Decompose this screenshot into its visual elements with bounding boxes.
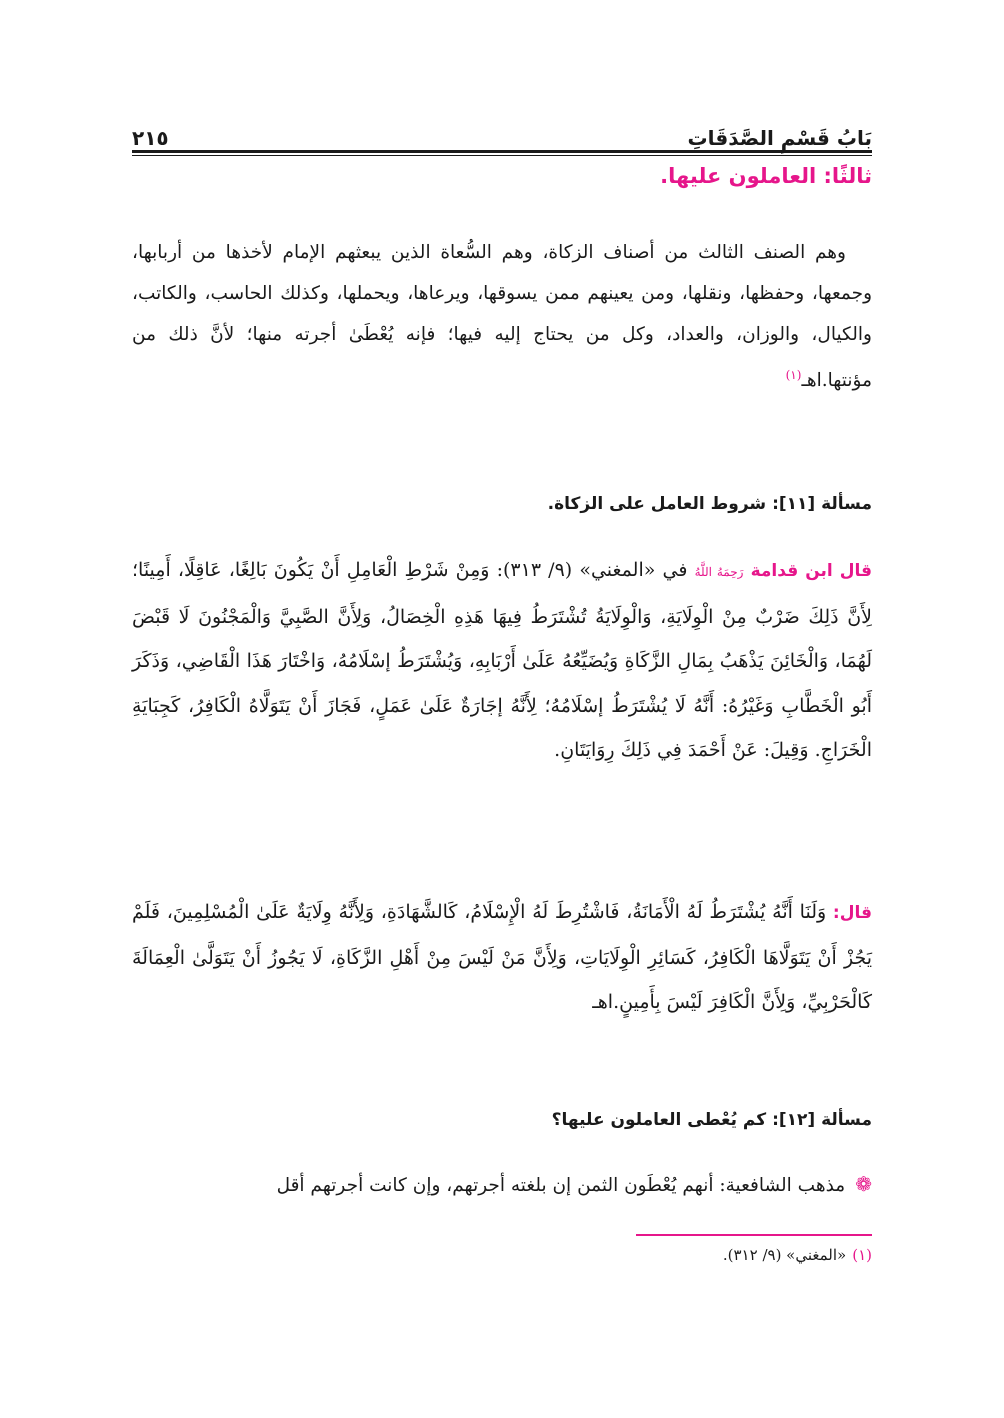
footnote-number: (١) xyxy=(852,1246,872,1264)
section-heading: ثالثًا: العاملون عليها. xyxy=(660,164,872,188)
masala-12-heading xyxy=(132,1110,872,1130)
page-number: ٢١٥ xyxy=(132,126,169,150)
masala-11-label: مسألة [١١]: xyxy=(772,494,872,514)
page-header xyxy=(132,114,872,154)
paragraph-3-text: وَلَنَا أَنَّهُ يُشْتَرَطُ لَهُ الْأَمَانَةُ، فَاشْتُرِطَ لَهُ الْإِسْلَامُ، كَالشَّهَادَةِ، وَلِأَنَّهُ وِلَايَةٌ عَلَىٰ الْمُسْلِمِينَ، فَلَمْ يَجُزْ أَنْ يَتَوَلَّاهَا الْكَافِرُ، كَسَائِرِ الْوِلَايَاتِ، وَلِأَنَّ مَنْ لَيْسَ مِنْ أَهْلِ الزَّكَاةِ، لَا يَجُوزُ أَنْ يَتَوَلَّىٰ الْعِمَالَةَ كَالْحَرْبِيِّ، وَلِأَنَّ الْكَافِرَ لَيْسَ بِأَمِينٍ.اهـ xyxy=(132,901,872,1013)
paragraph-4 xyxy=(132,1164,872,1206)
paragraph-3 xyxy=(132,890,872,1025)
paragraph-1 xyxy=(132,232,872,401)
header-rule xyxy=(132,150,872,156)
footnote-text: «المغني» (٩/ ٣١٢). xyxy=(722,1246,847,1264)
footnote xyxy=(723,1246,872,1264)
chapter-title: بَابُ قَسْمِ الصَّدَقَاتِ xyxy=(687,126,872,150)
paragraph-4-text: مذهب الشافعية: أنهم يُعْطَون الثمن إن بلغته أجرتهم، وإن كانت أجرتهم أقل xyxy=(276,1175,846,1196)
paragraph-2-text: في «المغني» (٩/ ٣١٣): وَمِنْ شَرْطِ الْعَامِلِ أَنْ يَكُونَ بَالِغًا، عَاقِلًا، أَمِينًا؛ لِأَنَّ ذَلِكَ ضَرْبٌ مِنْ الْوِلَايَةِ، وَالْوِلَايَةُ تُشْتَرَطُ فِيهَا هَذِهِ الْخِصَالُ، وَلِأَنَّ الصَّبِيَّ وَالْمَجْنُونَ لَا قَبْضَ لَهُمَا، وَالْخَائِنَ يَذْهَبُ بِمَالِ الزَّكَاةِ وَيُضَيِّعُهُ عَلَىٰ أَرْبَابِهِ، وَيُشْتَرَطُ إسْلَامُهُ، وَاخْتَارَ هَذَا الْقَاضِي، وَذَكَرَ أَبُو الْخَطَّابِ وَغَيْرُهُ: أَنَّهُ لَا يُشْتَرَطُ إسْلَامُهُ؛ لِأَنَّهُ إجَارَةٌ عَلَىٰ عَمَلٍ، فَجَازَ أَنْ يَتَوَلَّاهُ الْكَافِرُ، كَجِبَايَةِ الْخَرَاجِ. وَقِيلَ: عَنْ أَحْمَدَ فِي ذَلِكَ رِوَايَتَانِ. xyxy=(132,559,872,761)
footnote-rule xyxy=(636,1234,872,1236)
flower-bullet-icon: ❁ xyxy=(855,1172,872,1196)
speaker-qala: قال: xyxy=(832,903,872,923)
speaker-ibn-qudama: قال ابن قدامة xyxy=(750,561,872,581)
honorific: رَحِمَهُ اللَّهُ xyxy=(694,565,744,579)
masala-12-title: كم يُعْطى العاملون عليها؟ xyxy=(551,1110,767,1130)
footnote-ref[interactable]: (١) xyxy=(785,368,802,382)
masala-11-heading xyxy=(132,494,872,514)
paragraph-2 xyxy=(132,548,872,773)
masala-12-label: مسألة [١٢]: xyxy=(772,1110,872,1130)
masala-11-title: شروط العامل على الزكاة. xyxy=(547,494,767,514)
paragraph-1-text: وهم الصنف الثالث من أصناف الزكاة، وهم السُّعاة الذين يبعثهم الإمام لأخذها من أربابها، وجمعها، وحفظها، ونقلها، ومن يعينهم ممن يسوقها، ويرعاها، ويحملها، وكذلك الحاسب، والكاتب، والكيال، والوزان، والعداد، وكل من يحتاج إليه فيها؛ فإنه يُعْطَىٰ أجرته منها؛ لأنَّ ذلك من مؤنتها.اهـ xyxy=(132,242,872,392)
book-page xyxy=(132,0,872,1418)
